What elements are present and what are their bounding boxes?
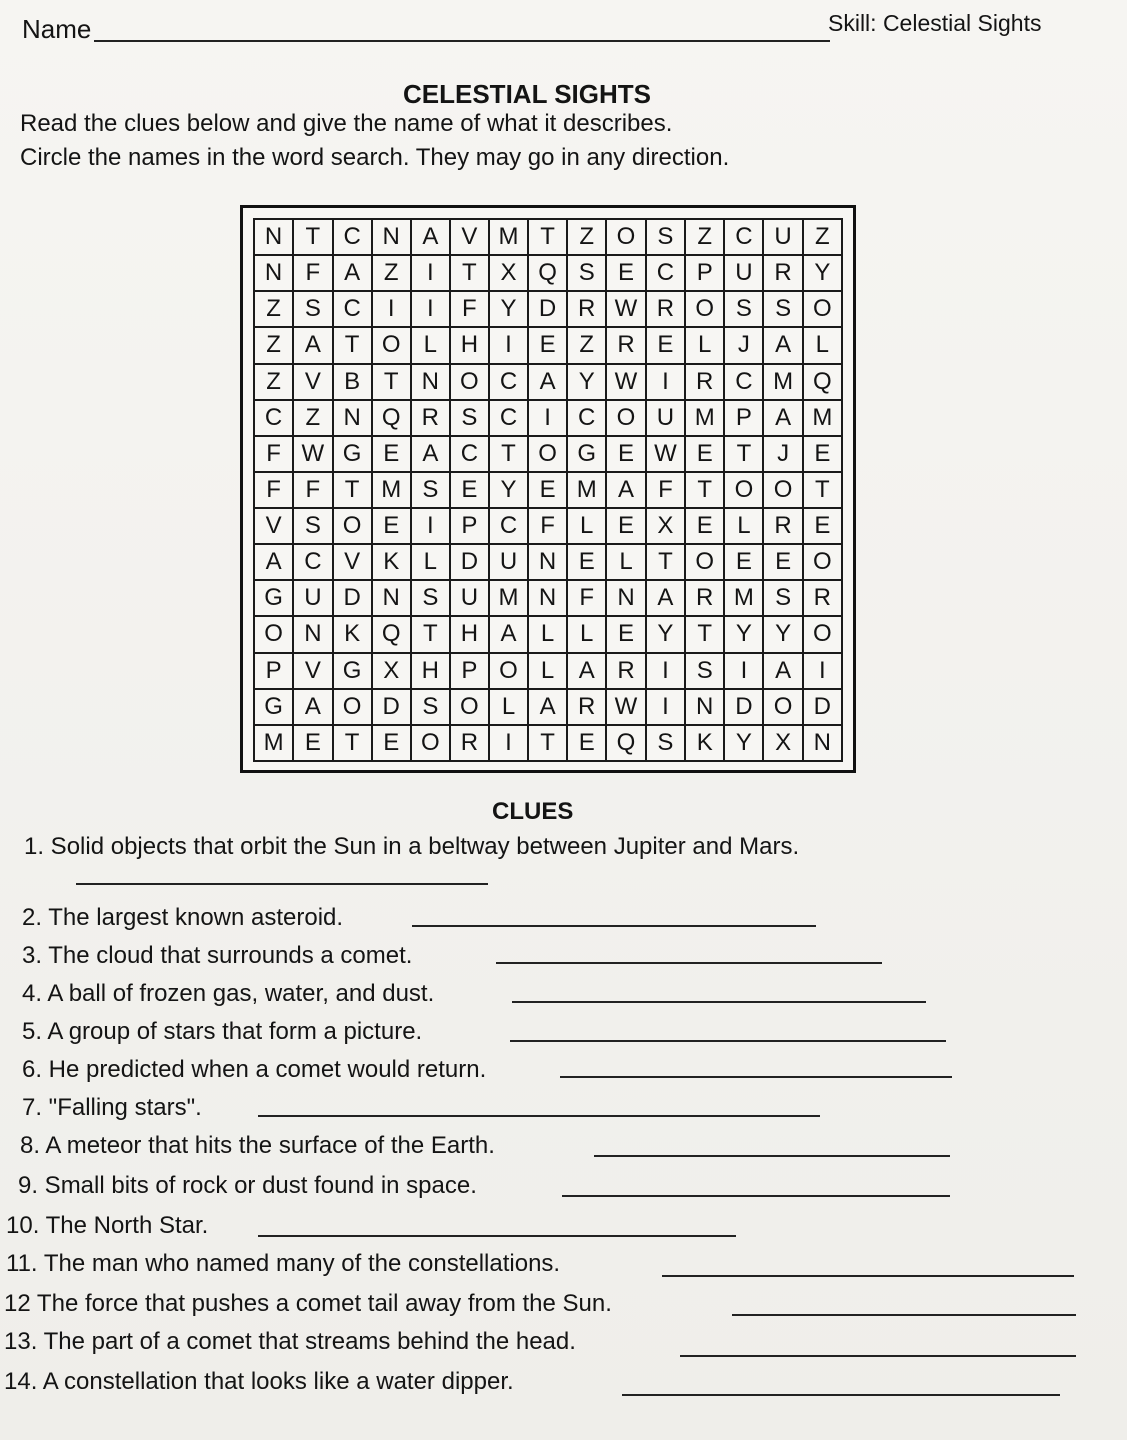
grid-cell[interactable]: Y — [646, 616, 685, 652]
grid-cell[interactable]: G — [333, 436, 372, 472]
answer-blank-8[interactable] — [594, 1155, 950, 1157]
grid-cell[interactable]: L — [567, 508, 606, 544]
clue-4: 4. A ball of frozen gas, water, and dust. — [22, 980, 435, 1007]
grid-cell[interactable]: R — [606, 653, 645, 689]
grid-cell[interactable]: U — [763, 219, 802, 255]
grid-cell[interactable]: A — [763, 327, 802, 363]
grid-cell[interactable]: D — [372, 689, 411, 725]
grid-cell[interactable]: C — [724, 219, 763, 255]
grid-cell[interactable]: Y — [489, 291, 528, 327]
grid-cell[interactable]: G — [333, 653, 372, 689]
grid-cell[interactable]: I — [646, 653, 685, 689]
grid-cell[interactable]: C — [489, 364, 528, 400]
name-blank-line[interactable] — [94, 40, 830, 42]
grid-cell[interactable]: V — [293, 653, 332, 689]
grid-cell[interactable]: Z — [567, 327, 606, 363]
grid-cell[interactable]: N — [333, 400, 372, 436]
grid-cell[interactable]: I — [528, 400, 567, 436]
grid-cell[interactable]: U — [646, 400, 685, 436]
answer-blank-10[interactable] — [258, 1235, 736, 1237]
answer-blank-5[interactable] — [510, 1040, 946, 1042]
grid-cell[interactable]: I — [411, 508, 450, 544]
grid-cell[interactable]: S — [763, 291, 802, 327]
clue-1: 1. Solid objects that orbit the Sun in a beltway between Jupiter and Mars. — [24, 833, 800, 860]
grid-cell[interactable]: O — [528, 436, 567, 472]
grid-cell[interactable]: C — [489, 400, 528, 436]
grid-cell[interactable]: O — [450, 689, 489, 725]
grid-cell[interactable]: Y — [724, 725, 763, 761]
grid-cell[interactable]: Z — [293, 400, 332, 436]
clue-11: 11. The man who named many of the constellations. — [6, 1250, 561, 1277]
grid-cell[interactable]: G — [254, 580, 293, 616]
grid-row — [254, 436, 842, 472]
grid-cell[interactable]: O — [803, 544, 842, 580]
grid-cell[interactable]: M — [254, 725, 293, 761]
grid-cell[interactable]: E — [372, 508, 411, 544]
grid-cell[interactable]: W — [606, 689, 645, 725]
grid-cell[interactable]: E — [685, 508, 724, 544]
grid-cell[interactable]: E — [372, 436, 411, 472]
grid-row — [254, 544, 842, 580]
grid-cell[interactable]: Y — [763, 616, 802, 652]
grid-cell[interactable]: P — [450, 653, 489, 689]
grid-cell[interactable]: Z — [567, 219, 606, 255]
grid-cell[interactable]: D — [333, 580, 372, 616]
grid-cell[interactable]: F — [254, 436, 293, 472]
answer-blank-1[interactable] — [76, 883, 488, 885]
grid-cell[interactable]: A — [254, 544, 293, 580]
grid-cell[interactable]: E — [803, 436, 842, 472]
grid-row — [254, 580, 842, 616]
grid-cell[interactable]: O — [763, 689, 802, 725]
grid-cell[interactable]: Z — [254, 327, 293, 363]
grid-cell[interactable]: A — [567, 653, 606, 689]
grid-cell[interactable]: A — [489, 616, 528, 652]
grid-cell[interactable]: L — [528, 653, 567, 689]
grid-cell[interactable]: X — [763, 725, 802, 761]
grid-cell[interactable]: F — [450, 291, 489, 327]
clue-13: 13. The part of a comet that streams behind the head. — [4, 1328, 576, 1355]
grid-cell[interactable]: O — [606, 400, 645, 436]
grid-cell[interactable]: N — [528, 580, 567, 616]
grid-cell[interactable]: Q — [372, 616, 411, 652]
word-search-frame — [240, 205, 856, 773]
clue-3: 3. The cloud that surrounds a comet. — [22, 942, 413, 969]
grid-cell[interactable]: C — [724, 364, 763, 400]
grid-cell[interactable]: R — [803, 580, 842, 616]
grid-row — [254, 291, 842, 327]
grid-row — [254, 725, 842, 761]
clue-2: 2. The largest known asteroid. — [22, 904, 344, 931]
grid-cell[interactable]: O — [333, 689, 372, 725]
grid-cell[interactable]: F — [293, 255, 332, 291]
grid-cell[interactable]: T — [333, 327, 372, 363]
grid-cell[interactable]: Y — [724, 616, 763, 652]
grid-cell[interactable]: X — [646, 508, 685, 544]
grid-cell[interactable]: C — [293, 544, 332, 580]
grid-cell[interactable]: N — [411, 364, 450, 400]
grid-cell[interactable]: U — [450, 580, 489, 616]
answer-blank-3[interactable] — [496, 962, 882, 964]
grid-cell[interactable]: E — [528, 472, 567, 508]
grid-cell[interactable]: A — [646, 580, 685, 616]
grid-cell[interactable]: E — [803, 508, 842, 544]
grid-cell[interactable]: O — [763, 472, 802, 508]
grid-cell[interactable]: C — [333, 219, 372, 255]
grid-cell[interactable]: L — [567, 616, 606, 652]
grid-cell[interactable]: A — [411, 436, 450, 472]
grid-cell[interactable]: H — [450, 327, 489, 363]
grid-cell[interactable]: T — [450, 255, 489, 291]
grid-row — [254, 472, 842, 508]
grid-cell[interactable]: S — [411, 580, 450, 616]
grid-cell[interactable]: G — [567, 436, 606, 472]
grid-cell[interactable]: T — [411, 616, 450, 652]
grid-cell[interactable]: S — [646, 725, 685, 761]
grid-cell[interactable]: P — [450, 508, 489, 544]
grid-cell[interactable]: I — [489, 725, 528, 761]
grid-cell[interactable]: M — [763, 364, 802, 400]
grid-cell[interactable]: L — [803, 327, 842, 363]
grid-cell[interactable]: T — [333, 472, 372, 508]
grid-cell[interactable]: S — [646, 219, 685, 255]
grid-cell[interactable]: T — [685, 616, 724, 652]
grid-cell[interactable]: X — [372, 653, 411, 689]
grid-cell[interactable]: E — [528, 327, 567, 363]
clues-heading: CLUES — [492, 798, 574, 825]
grid-cell[interactable]: A — [528, 364, 567, 400]
grid-cell[interactable]: C — [333, 291, 372, 327]
grid-cell[interactable]: B — [333, 364, 372, 400]
grid-cell[interactable]: R — [685, 364, 724, 400]
grid-row — [254, 616, 842, 652]
grid-cell[interactable]: P — [724, 400, 763, 436]
grid-cell[interactable]: R — [450, 725, 489, 761]
grid-cell[interactable]: E — [646, 327, 685, 363]
grid-cell[interactable]: Q — [803, 364, 842, 400]
grid-cell[interactable]: N — [803, 725, 842, 761]
grid-cell[interactable]: N — [293, 616, 332, 652]
grid-cell[interactable]: L — [724, 508, 763, 544]
grid-cell[interactable]: E — [606, 436, 645, 472]
grid-cell[interactable]: C — [646, 255, 685, 291]
grid-cell[interactable]: S — [293, 508, 332, 544]
grid-cell[interactable]: Y — [567, 364, 606, 400]
grid-cell[interactable]: E — [763, 544, 802, 580]
grid-cell[interactable]: Q — [528, 255, 567, 291]
answer-blank-6[interactable] — [560, 1076, 952, 1078]
answer-blank-11[interactable] — [662, 1275, 1074, 1277]
grid-cell[interactable]: S — [567, 255, 606, 291]
grid-cell[interactable]: T — [646, 544, 685, 580]
grid-cell[interactable]: E — [372, 725, 411, 761]
grid-cell[interactable]: T — [372, 364, 411, 400]
grid-cell[interactable]: E — [567, 725, 606, 761]
clue-14: 14. A constellation that looks like a water dipper. — [4, 1368, 514, 1395]
grid-cell[interactable]: K — [685, 725, 724, 761]
grid-cell[interactable]: O — [685, 291, 724, 327]
grid-cell[interactable]: C — [489, 508, 528, 544]
grid-cell[interactable]: Z — [685, 219, 724, 255]
grid-cell[interactable]: T — [685, 472, 724, 508]
grid-cell[interactable]: E — [606, 616, 645, 652]
grid-cell[interactable]: N — [254, 219, 293, 255]
grid-cell[interactable]: L — [411, 544, 450, 580]
grid-cell[interactable]: S — [724, 291, 763, 327]
grid-cell[interactable]: D — [528, 291, 567, 327]
grid-cell[interactable]: N — [372, 580, 411, 616]
grid-cell[interactable]: V — [333, 544, 372, 580]
grid-cell[interactable]: I — [411, 291, 450, 327]
grid-cell[interactable]: R — [646, 291, 685, 327]
grid-row — [254, 364, 842, 400]
grid-cell[interactable]: A — [763, 653, 802, 689]
grid-cell[interactable]: M — [724, 580, 763, 616]
grid-cell[interactable]: O — [254, 616, 293, 652]
grid-cell[interactable]: H — [411, 653, 450, 689]
grid-cell[interactable]: E — [606, 255, 645, 291]
grid-cell[interactable]: L — [489, 689, 528, 725]
grid-cell[interactable]: O — [372, 327, 411, 363]
grid-cell[interactable]: P — [685, 255, 724, 291]
grid-row — [254, 255, 842, 291]
answer-blank-13[interactable] — [680, 1355, 1076, 1357]
grid-cell[interactable]: F — [646, 472, 685, 508]
answer-blank-4[interactable] — [512, 1001, 926, 1003]
grid-cell[interactable]: V — [293, 364, 332, 400]
grid-cell[interactable]: C — [567, 400, 606, 436]
grid-cell[interactable]: M — [803, 400, 842, 436]
grid-cell[interactable]: S — [411, 689, 450, 725]
grid-cell[interactable]: G — [254, 689, 293, 725]
grid-cell[interactable]: A — [411, 219, 450, 255]
grid-cell[interactable]: R — [763, 508, 802, 544]
grid-cell[interactable]: A — [528, 689, 567, 725]
grid-cell[interactable]: Y — [803, 255, 842, 291]
grid-row — [254, 689, 842, 725]
grid-cell[interactable]: T — [489, 436, 528, 472]
name-label: Name — [22, 14, 92, 44]
grid-cell[interactable]: W — [293, 436, 332, 472]
name-row — [22, 14, 832, 44]
grid-cell[interactable]: C — [450, 436, 489, 472]
grid-cell[interactable]: S — [293, 291, 332, 327]
grid-row — [254, 400, 842, 436]
grid-cell[interactable]: Z — [372, 255, 411, 291]
grid-cell[interactable]: O — [803, 291, 842, 327]
grid-cell[interactable]: R — [567, 689, 606, 725]
grid-cell[interactable]: V — [254, 508, 293, 544]
grid-cell[interactable]: L — [528, 616, 567, 652]
grid-cell[interactable]: N — [606, 580, 645, 616]
grid-row — [254, 508, 842, 544]
grid-cell[interactable]: W — [606, 364, 645, 400]
grid-cell[interactable]: D — [450, 544, 489, 580]
grid-cell[interactable]: T — [333, 725, 372, 761]
grid-cell[interactable]: I — [372, 291, 411, 327]
grid-cell[interactable]: F — [528, 508, 567, 544]
grid-cell[interactable]: W — [646, 436, 685, 472]
grid-cell[interactable]: I — [646, 689, 685, 725]
grid-cell[interactable]: O — [411, 725, 450, 761]
grid-cell[interactable]: K — [372, 544, 411, 580]
grid-cell[interactable]: N — [685, 689, 724, 725]
grid-cell[interactable]: M — [685, 400, 724, 436]
grid-cell[interactable]: L — [685, 327, 724, 363]
grid-cell[interactable]: I — [411, 255, 450, 291]
grid-cell[interactable]: N — [372, 219, 411, 255]
grid-cell[interactable]: N — [254, 255, 293, 291]
grid-cell[interactable]: S — [411, 472, 450, 508]
grid-cell[interactable]: O — [450, 364, 489, 400]
grid-cell[interactable]: A — [606, 472, 645, 508]
grid-cell[interactable]: X — [489, 255, 528, 291]
grid-cell[interactable]: Q — [372, 400, 411, 436]
skill-label: Skill: Celestial Sights — [828, 10, 1042, 36]
grid-cell[interactable]: T — [803, 472, 842, 508]
grid-cell[interactable]: L — [606, 544, 645, 580]
grid-cell[interactable]: T — [528, 219, 567, 255]
grid-cell[interactable]: E — [606, 508, 645, 544]
grid-cell[interactable]: D — [724, 689, 763, 725]
grid-cell[interactable]: A — [333, 255, 372, 291]
grid-cell[interactable]: C — [254, 400, 293, 436]
grid-cell[interactable]: E — [293, 725, 332, 761]
word-search-grid — [253, 218, 843, 762]
grid-cell[interactable]: U — [293, 580, 332, 616]
grid-cell[interactable]: O — [333, 508, 372, 544]
grid-cell[interactable]: I — [646, 364, 685, 400]
instruction-line-2: Circle the names in the word search. They may go in any direction. — [20, 144, 730, 171]
grid-cell[interactable]: T — [293, 219, 332, 255]
clue-9: 9. Small bits of rock or dust found in space. — [18, 1172, 477, 1199]
grid-cell[interactable]: F — [567, 580, 606, 616]
grid-cell[interactable]: V — [450, 219, 489, 255]
clue-7: 7. "Falling stars". — [22, 1094, 202, 1121]
answer-blank-9[interactable] — [562, 1195, 950, 1197]
grid-cell[interactable]: J — [763, 436, 802, 472]
grid-cell[interactable]: A — [293, 327, 332, 363]
grid-cell[interactable]: M — [489, 219, 528, 255]
grid-cell[interactable]: F — [293, 472, 332, 508]
grid-cell[interactable]: H — [450, 616, 489, 652]
answer-blank-2[interactable] — [412, 925, 816, 927]
grid-cell[interactable]: D — [803, 689, 842, 725]
grid-cell[interactable]: Y — [489, 472, 528, 508]
grid-cell[interactable]: R — [606, 327, 645, 363]
grid-cell[interactable]: I — [803, 653, 842, 689]
grid-cell[interactable]: E — [724, 544, 763, 580]
clue-6: 6. He predicted when a comet would return. — [22, 1056, 487, 1083]
grid-row — [254, 327, 842, 363]
clue-12: 12 The force that pushes a comet tail away from the Sun. — [4, 1290, 612, 1317]
grid-cell[interactable]: U — [724, 255, 763, 291]
grid-cell[interactable]: A — [293, 689, 332, 725]
grid-cell[interactable]: O — [803, 616, 842, 652]
grid-cell[interactable]: R — [763, 255, 802, 291]
grid-cell[interactable]: Z — [803, 219, 842, 255]
grid-cell[interactable]: M — [567, 472, 606, 508]
grid-cell[interactable]: S — [450, 400, 489, 436]
worksheet-title: CELESTIAL SIGHTS — [403, 79, 651, 109]
grid-cell[interactable]: U — [489, 544, 528, 580]
grid-cell[interactable]: T — [528, 725, 567, 761]
grid-cell[interactable]: P — [254, 653, 293, 689]
grid-cell[interactable]: O — [606, 219, 645, 255]
grid-cell[interactable]: O — [724, 472, 763, 508]
clue-5: 5. A group of stars that form a picture. — [22, 1018, 423, 1045]
grid-cell[interactable]: I — [489, 327, 528, 363]
clue-8: 8. A meteor that hits the surface of the Earth. — [20, 1132, 495, 1159]
grid-cell[interactable]: S — [763, 580, 802, 616]
grid-row — [254, 653, 842, 689]
answer-blank-7[interactable] — [258, 1115, 820, 1117]
grid-cell[interactable]: R — [567, 291, 606, 327]
grid-cell[interactable]: L — [411, 327, 450, 363]
grid-cell[interactable]: T — [724, 436, 763, 472]
grid-cell[interactable]: J — [724, 327, 763, 363]
grid-cell[interactable]: I — [724, 653, 763, 689]
grid-cell[interactable]: W — [606, 291, 645, 327]
grid-cell[interactable]: K — [333, 616, 372, 652]
answer-blank-14[interactable] — [622, 1394, 1060, 1396]
grid-cell[interactable]: M — [372, 472, 411, 508]
grid-cell[interactable]: S — [685, 653, 724, 689]
grid-cell[interactable]: R — [411, 400, 450, 436]
clue-10: 10. The North Star. — [6, 1212, 209, 1239]
answer-blank-12[interactable] — [732, 1314, 1076, 1316]
grid-cell[interactable]: O — [685, 544, 724, 580]
grid-cell[interactable]: M — [489, 580, 528, 616]
grid-cell[interactable]: E — [450, 472, 489, 508]
instruction-line-1: Read the clues below and give the name of what it describes. — [20, 110, 673, 137]
grid-cell[interactable]: E — [567, 544, 606, 580]
grid-cell[interactable]: R — [685, 580, 724, 616]
grid-cell[interactable]: Z — [254, 291, 293, 327]
grid-cell[interactable]: Z — [254, 364, 293, 400]
grid-cell[interactable]: Q — [606, 725, 645, 761]
grid-cell[interactable]: E — [685, 436, 724, 472]
grid-row — [254, 219, 842, 255]
grid-cell[interactable]: N — [528, 544, 567, 580]
grid-cell[interactable]: O — [489, 653, 528, 689]
grid-cell[interactable]: A — [763, 400, 802, 436]
grid-cell[interactable]: F — [254, 472, 293, 508]
